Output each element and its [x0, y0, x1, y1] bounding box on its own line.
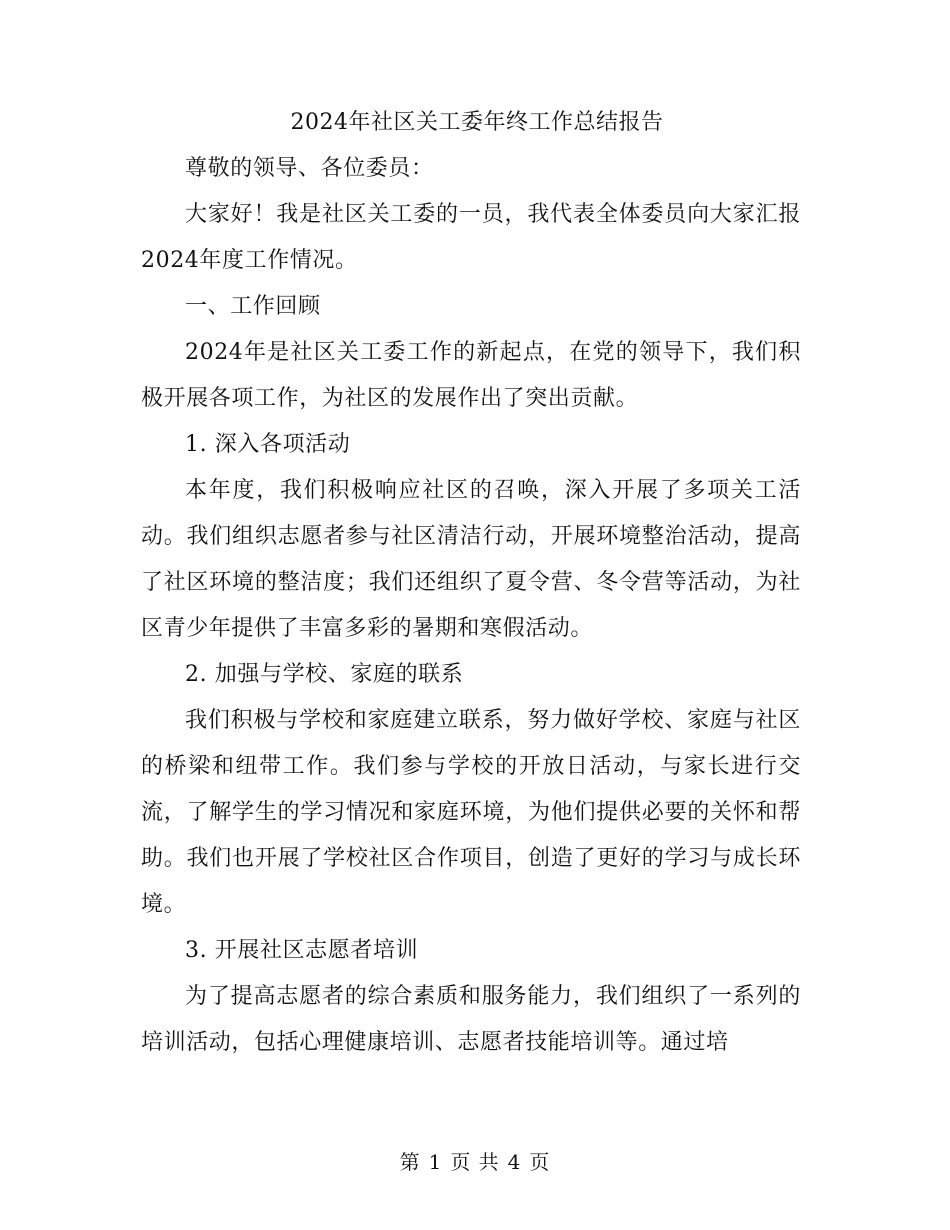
page-label-prefix: 第 — [399, 1150, 421, 1174]
activities-paragraph: 本年度，我们积极响应社区的召唤，深入开展了多项关工活动。我们组织志愿者参与社区清洁行动，开展环境整治活动，提高了社区环境的整洁度；我们还组织了夏令营、冬令营等活动，为社区青少年提供了丰富多彩的暑期和寒假活动。 — [141, 478, 801, 641]
school-family-paragraph: 我们积极与学校和家庭建立联系，努力做好学校、家庭与社区的桥梁和纽带工作。我们参与学校的开放日活动，与家长进行交流，了解学生的学习情况和家庭环境，为他们提供必要的关怀和帮助。我们也开展了学校社区合作项目，创造了更好的学习与成长环境。 — [141, 708, 801, 917]
salutation: 尊敬的领导、各位委员： — [185, 156, 434, 181]
page-label-mid: 页 共 — [450, 1150, 500, 1174]
document-title: 2024年社区关工委年终工作总结报告 — [290, 110, 664, 135]
subsection-heading-school-family: 2. 加强与学校、家庭的联系 — [185, 662, 464, 687]
review-paragraph: 2024年是社区关工委工作的新起点，在党的领导下，我们积极开展各项工作，为社区的发展作出了突出贡献。 — [141, 340, 801, 411]
document-body — [141, 100, 801, 1066]
page-number-footer — [0, 1146, 950, 1175]
subsection-heading-activities: 1. 深入各项活动 — [185, 432, 351, 457]
subsection-heading-volunteer-training: 3. 开展社区志愿者培训 — [185, 938, 419, 963]
page-label-suffix: 页 — [529, 1150, 551, 1174]
section-heading-review: 一、工作回顾 — [185, 294, 321, 319]
total-pages-number: 4 — [507, 1150, 522, 1174]
opening-paragraph: 大家好！我是社区关工委的一员，我代表全体委员向大家汇报2024年度工作情况。 — [141, 202, 801, 273]
volunteer-training-paragraph: 为了提高志愿者的综合素质和服务能力，我们组织了一系列的培训活动，包括心理健康培训、志愿者技能培训等。通过培 — [141, 984, 801, 1055]
current-page-number: 1 — [428, 1150, 443, 1174]
